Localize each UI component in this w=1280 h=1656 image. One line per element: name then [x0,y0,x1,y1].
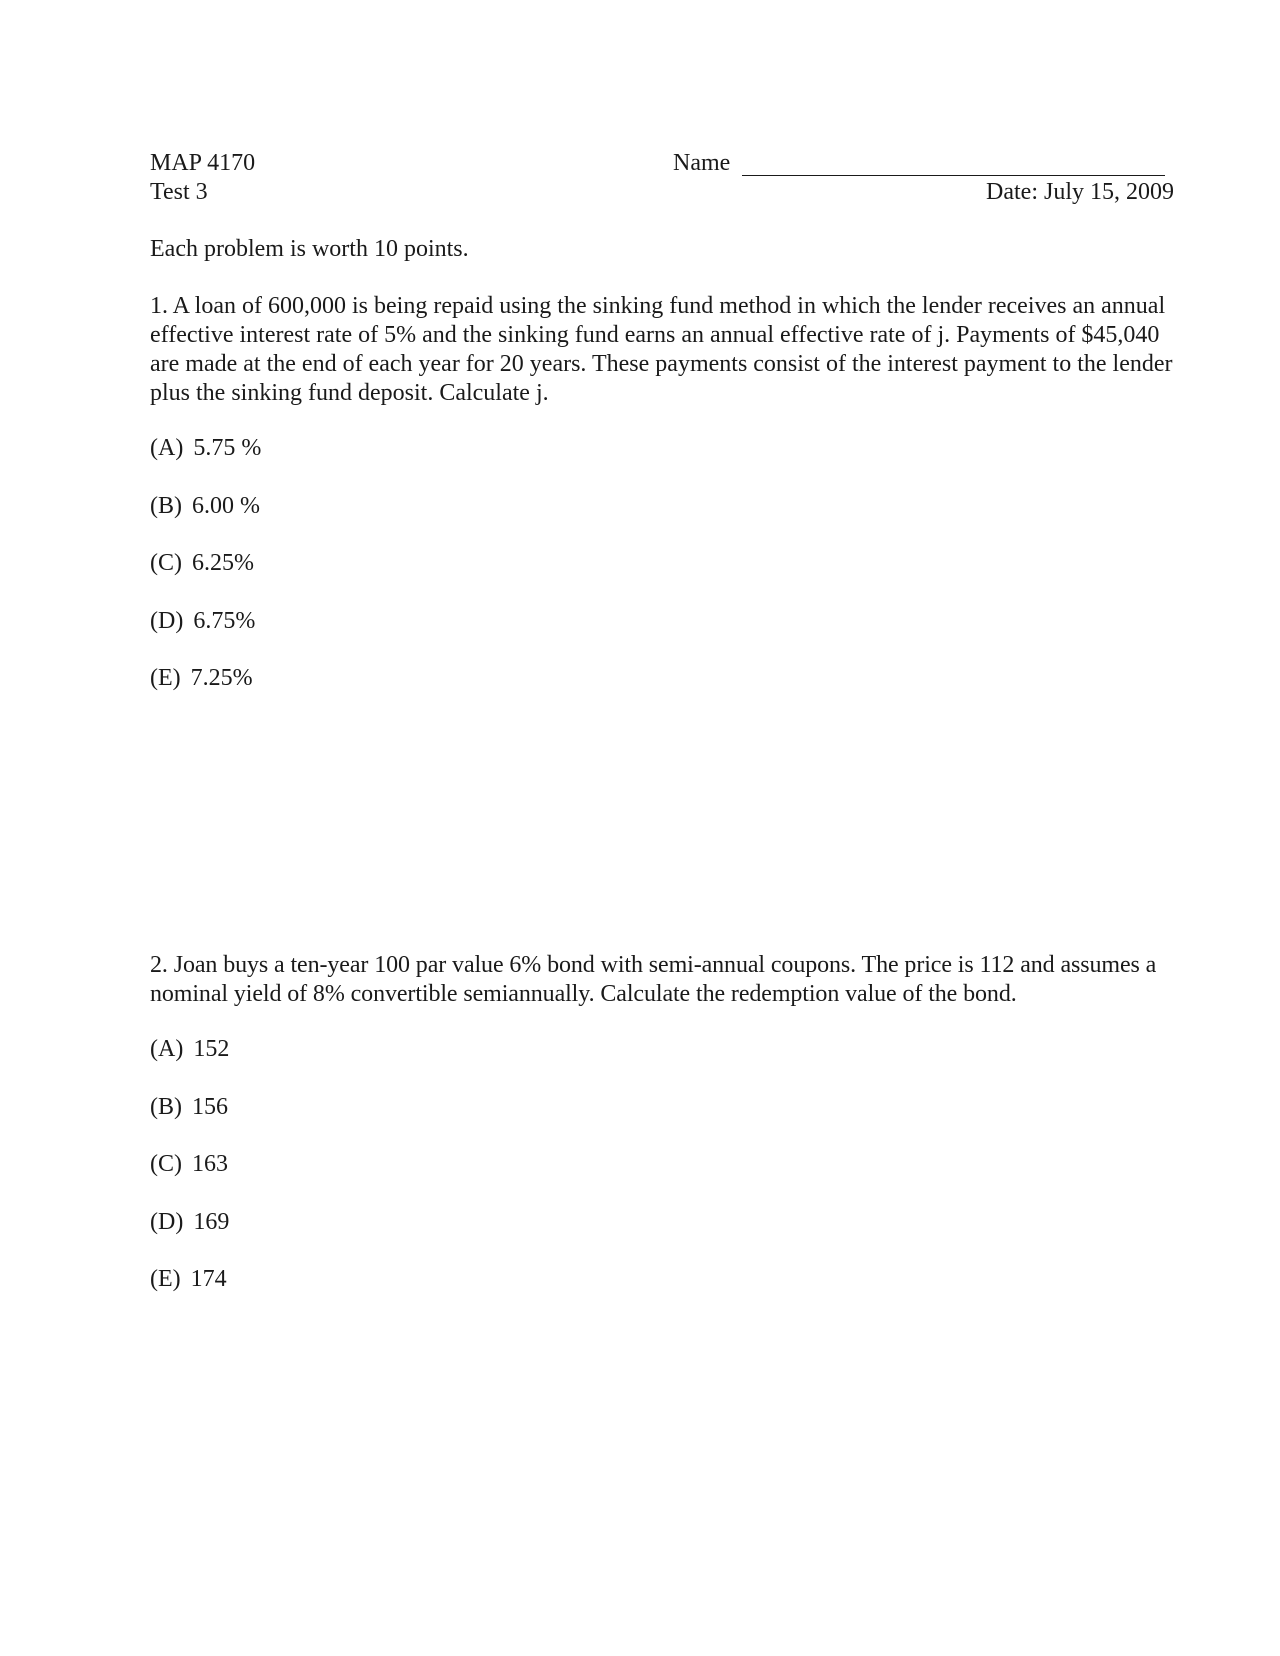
choice-item[interactable] [150,664,1180,722]
course-code: MAP 4170 [150,150,256,176]
name-label: Name [673,150,731,176]
choice-letter: (A) [150,435,184,461]
choice-letter: (E) [150,1266,181,1292]
choice-text: 5.75 % [193,435,262,461]
choice-text: 6.25% [192,550,254,576]
choice-text: 156 [192,1093,228,1120]
choice-item[interactable] [150,434,1180,492]
choice-text: 174 [190,1266,227,1292]
choice-text: 169 [193,1208,230,1235]
choice-text: 163 [192,1151,228,1177]
choice-item[interactable] [150,1265,1180,1323]
choice-letter: (D) [150,1208,184,1235]
choice-text: 152 [193,1036,230,1062]
choice-item[interactable] [150,492,1180,550]
choice-item[interactable] [150,549,1180,607]
problem-2-choices [150,1035,1180,1323]
choice-item[interactable] [150,1035,1180,1093]
choice-letter: (C) [150,1151,182,1177]
choice-item[interactable] [150,607,1180,665]
choice-item[interactable] [150,1208,1180,1266]
problem-2-stem: 2. Joan buys a ten-year 100 par value 6% bond with semi-annual coupons. The price is 112 and assumes a nominal yield of 8% convertible semiannually. Calculate the redemption value of the bond. [150,952,1157,1007]
choice-text: 6.75% [193,607,256,634]
choice-letter: (B) [150,492,182,519]
choice-text: 7.25% [190,665,253,691]
choice-letter: (A) [150,1036,184,1062]
problem-2 [150,951,1180,1323]
problem-1-stem: 1. A loan of 600,000 is being repaid using the sinking fund method in which the lender receives an annual effective interest rate of 5% and the sinking fund earns an annual effective rate of j. Payments of $45,040 are made at the end of each year for 20 years. These payments consist of the interest payment to the lender plus the sinking fund deposit. Calculate j. [150,293,1173,406]
test-title: Test 3 [150,179,208,205]
choice-text: 6.00 % [192,492,260,519]
test-date: Date: July 15, 2009 [986,179,1174,205]
problem-1-choices [150,434,1180,722]
choice-item[interactable] [150,1150,1180,1208]
choice-letter: (B) [150,1093,182,1120]
choice-item[interactable] [150,1093,1180,1151]
choice-letter: (D) [150,607,184,634]
instructions: Each problem is worth 10 points. [150,236,469,262]
name-blank-line[interactable] [742,175,1165,176]
problem-1 [150,292,1180,722]
choice-letter: (C) [150,550,182,576]
choice-letter: (E) [150,665,181,691]
